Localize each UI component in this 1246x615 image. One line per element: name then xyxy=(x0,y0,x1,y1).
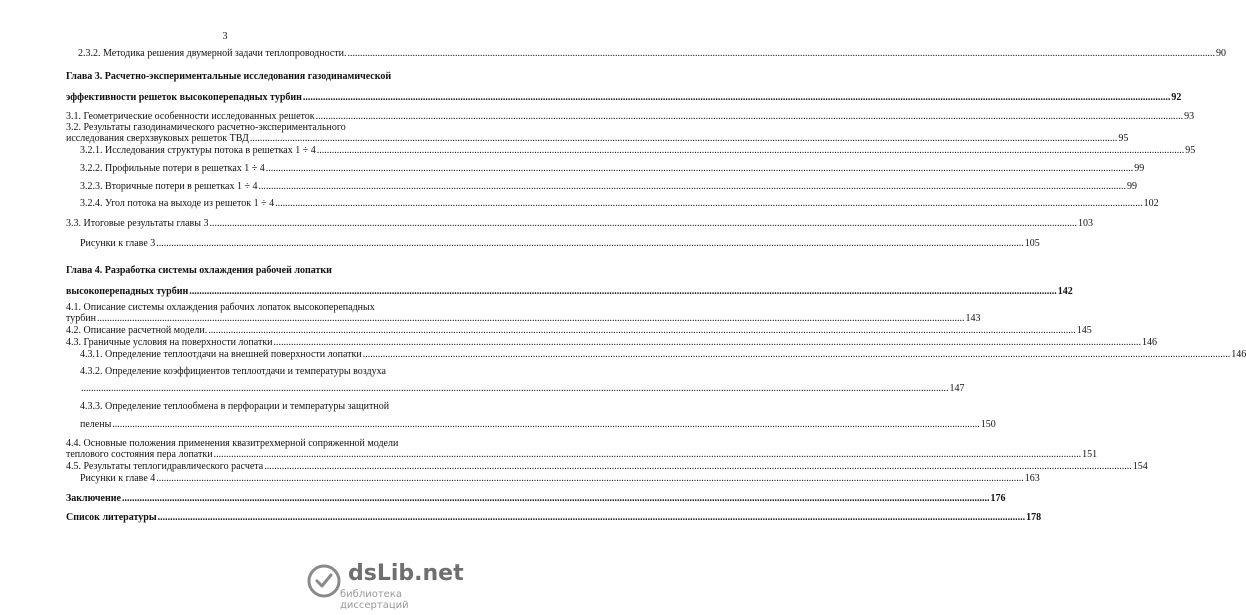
toc-page-number: 105 xyxy=(1024,238,1040,249)
toc-entry-text: 2.3.2. Методика решения двумерной задачи теплопроводности. xyxy=(78,48,347,59)
toc-page-number: 95 xyxy=(1185,145,1196,156)
toc-entry-4-3-2-heading[interactable]: 4.3.2. Определение коэффициентов теплоотдачи и температуры воздуха xyxy=(80,366,386,377)
leader-dots xyxy=(274,337,1142,349)
leader-dots xyxy=(122,493,990,505)
leader-dots xyxy=(158,512,1026,524)
toc-entry-text: 4.5. Результаты теплогидравлического расчета xyxy=(66,461,264,472)
toc-entry-text: Список литературы xyxy=(66,512,157,523)
toc-page-number: 145 xyxy=(1076,325,1092,336)
toc-entry-3-2-heading[interactable]: 3.2. Результаты газодинамического расчетно-экспериментального xyxy=(66,122,346,133)
leader-dots xyxy=(264,461,1132,473)
leader-dots xyxy=(266,163,1134,175)
toc-page-number: 99 xyxy=(1134,163,1145,174)
toc-page-number: 92 xyxy=(1171,92,1182,103)
toc-entry-text: 3.2.3. Вторичные потери в решетках 1 ÷ 4 xyxy=(80,181,258,192)
toc-page-number: 103 xyxy=(1077,218,1093,229)
leader-dots xyxy=(81,383,949,395)
leader-dots xyxy=(156,473,1024,485)
watermark-subtitle: библиотека диссертаций xyxy=(340,589,409,611)
toc-page-number: 163 xyxy=(1024,473,1040,484)
leader-dots xyxy=(189,286,1057,298)
toc-entry-3-2[interactable] xyxy=(66,133,1129,145)
toc-entry-text: турбин xyxy=(66,313,97,324)
toc-entry-4-4-heading[interactable]: 4.4. Основные положения применения квазитрехмерной сопряженной модели xyxy=(66,438,399,449)
leader-dots xyxy=(317,145,1185,157)
toc-chapter-4-heading[interactable]: Глава 4. Разработка системы охлаждения рабочей лопатки xyxy=(66,265,332,276)
page-number: 3 xyxy=(222,31,228,42)
dslib-watermark[interactable] xyxy=(306,561,464,611)
toc-references[interactable] xyxy=(66,512,1042,524)
toc-entry-text: теплового состояния пера лопатки xyxy=(66,449,213,460)
toc-entry-4-4[interactable] xyxy=(66,449,1098,461)
toc-entry-3-2-2[interactable] xyxy=(80,163,1145,175)
leader-dots xyxy=(156,238,1024,250)
leader-dots xyxy=(112,419,980,431)
leader-dots xyxy=(209,218,1077,230)
toc-entry-text: Рисунки к главе 4 xyxy=(80,473,156,484)
toc-entry-2-3-2[interactable] xyxy=(78,48,1227,60)
leader-dots xyxy=(258,181,1126,193)
toc-page-number: 154 xyxy=(1132,461,1148,472)
toc-page-number: 176 xyxy=(990,493,1006,504)
toc-entry-text: 4.3.1. Определение теплоотдачи на внешней поверхности лопатки xyxy=(80,349,362,360)
leader-dots xyxy=(316,111,1184,123)
watermark-title: dsLib.net xyxy=(348,561,464,586)
toc-entry-text: 3.2.4. Угол потока на выходе из решеток 1 ÷ 4 xyxy=(80,198,275,209)
toc-entry-4-3-3[interactable] xyxy=(80,419,996,431)
toc-entry-4-3-1[interactable] xyxy=(80,349,1246,361)
leader-dots xyxy=(214,449,1082,461)
toc-entry-text: исследования сверхзвуковых решеток ТВД xyxy=(66,133,249,144)
toc-page-number: 151 xyxy=(1082,449,1098,460)
toc-chapter-3-heading[interactable]: Глава 3. Расчетно-экспериментальные исследования газодинамической xyxy=(66,71,392,82)
toc-page-number: 143 xyxy=(965,313,981,324)
toc-conclusion[interactable] xyxy=(66,493,1006,505)
toc-entry-3-2-4[interactable] xyxy=(80,198,1159,210)
toc-entry-text: Заключение xyxy=(66,493,121,504)
toc-entry-text: Рисунки к главе 3 xyxy=(80,238,156,249)
toc-page-number: 99 xyxy=(1126,181,1137,192)
leader-dots xyxy=(275,198,1143,210)
toc-page-number: 95 xyxy=(1118,133,1129,144)
toc-entry-text: высокоперепадных турбин xyxy=(66,286,189,297)
toc-chapter-4[interactable] xyxy=(66,286,1073,298)
dslib-logo-icon xyxy=(306,563,342,599)
toc-entry-text: 4.3. Граничные условия на поверхности лопатки xyxy=(66,337,273,348)
toc-figures-chapter-4[interactable] xyxy=(80,473,1040,485)
toc-entry-3-2-1[interactable] xyxy=(80,145,1196,157)
toc-entry-text: 3.3. Итоговые результаты главы 3 xyxy=(66,218,209,229)
toc-entry-text: эффективности решеток высокоперепадных турбин xyxy=(66,92,302,103)
leader-dots xyxy=(363,349,1231,361)
leader-dots xyxy=(208,325,1076,337)
toc-entry-4-5[interactable] xyxy=(66,461,1148,473)
toc-entry-4-2[interactable] xyxy=(66,325,1092,337)
toc-page-number: 147 xyxy=(949,383,965,394)
toc-entry-3-2-3[interactable] xyxy=(80,181,1137,193)
toc-entry-text: пелены xyxy=(80,419,112,430)
toc-entry-4-3-3-heading[interactable]: 4.3.3. Определение теплообмена в перфорации и температуры защитной xyxy=(80,401,390,412)
toc-page-number: 93 xyxy=(1184,111,1195,122)
toc-entry-4-3-2[interactable] xyxy=(80,383,965,395)
toc-page-number: 146 xyxy=(1142,337,1158,348)
leader-dots xyxy=(97,313,965,325)
toc-entry-text: 3.2.2. Профильные потери в решетках 1 ÷ 4 xyxy=(80,163,265,174)
toc-page-number: 178 xyxy=(1026,512,1042,523)
toc-chapter-3[interactable] xyxy=(66,92,1182,104)
leader-dots xyxy=(303,92,1171,104)
toc-entry-4-3[interactable] xyxy=(66,337,1158,349)
toc-entry-4-1[interactable] xyxy=(66,313,981,325)
leader-dots xyxy=(348,48,1216,60)
toc-page-number: 90 xyxy=(1216,48,1227,59)
toc-page-number: 102 xyxy=(1143,198,1159,209)
toc-entry-3-3[interactable] xyxy=(66,218,1093,230)
leader-dots xyxy=(250,133,1118,145)
toc-page-number: 146 xyxy=(1231,349,1246,360)
toc-entry-text: 3.1. Геометрические особенности исследованных решеток xyxy=(66,111,315,122)
toc-entry-4-1-heading[interactable]: 4.1. Описание системы охлаждения рабочих лопаток высокоперепадных xyxy=(66,302,375,313)
toc-entry-text: 3.2.1. Исследования структуры потока в решетках 1 ÷ 4 xyxy=(80,145,316,156)
toc-page-number: 150 xyxy=(980,419,996,430)
toc-figures-chapter-3[interactable] xyxy=(80,238,1040,250)
toc-entry-text: 4.2. Описание расчетной модели. xyxy=(66,325,208,336)
toc-page-number: 142 xyxy=(1057,286,1073,297)
